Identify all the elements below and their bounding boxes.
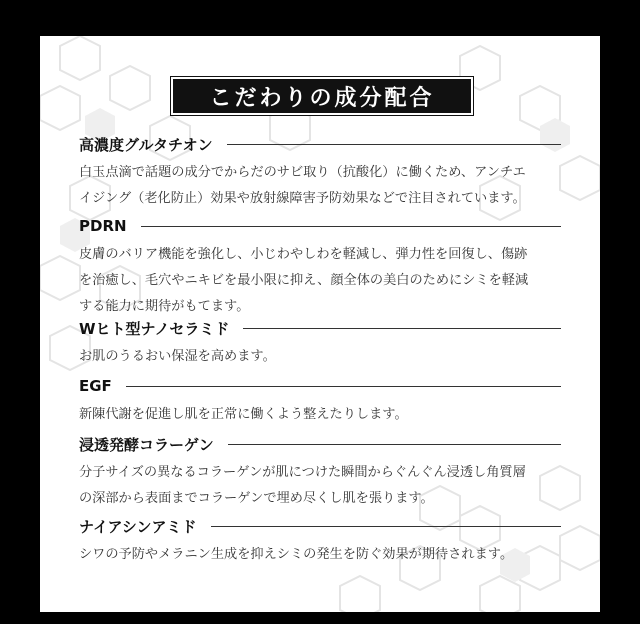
body-line: を治癒し、毛穴やニキビを最小限に抑え、顔全体の美白のためにシミを軽減 bbox=[79, 273, 529, 288]
section-heading: PDRN bbox=[79, 217, 127, 235]
content-panel bbox=[40, 36, 600, 612]
section-ceramide bbox=[79, 318, 561, 370]
title-banner bbox=[171, 77, 473, 115]
section-body bbox=[79, 242, 561, 320]
section-body bbox=[79, 460, 561, 512]
section-glutathione bbox=[79, 134, 561, 212]
section-heading: Wヒト型ナノセラミド bbox=[79, 319, 230, 338]
body-line: 皮膚のバリア機能を強化し、小じわやしわを軽減し、弾力性を回復し、傷跡 bbox=[79, 247, 528, 262]
body-line: イジング（老化防止）効果や放射線障害予防効果などで注目されています。 bbox=[79, 191, 526, 206]
section-body bbox=[79, 542, 561, 568]
heading-rule bbox=[141, 226, 561, 227]
section-heading: ナイアシンアミド bbox=[79, 517, 197, 536]
heading-rule bbox=[211, 526, 561, 527]
heading-rule bbox=[126, 386, 561, 387]
section-egf bbox=[79, 376, 561, 428]
heading-rule bbox=[228, 444, 561, 445]
page-title: こだわりの成分配合 bbox=[209, 84, 435, 111]
body-line: する能力に期待がもてます。 bbox=[79, 299, 250, 314]
heading-rule bbox=[243, 328, 561, 329]
body-line: 新陳代謝を促進し肌を正常に働くよう整えたりします。 bbox=[79, 407, 408, 422]
heading-rule bbox=[227, 144, 561, 145]
section-body bbox=[79, 344, 561, 370]
body-line: シワの予防やメラニン生成を抑えシミの発生を防ぐ効果が期待されます。 bbox=[79, 547, 514, 562]
section-body bbox=[79, 402, 561, 428]
section-niacinamide bbox=[79, 516, 561, 568]
section-body bbox=[79, 160, 561, 212]
section-heading: EGF bbox=[79, 377, 112, 395]
body-line: の深部から表面までコラーゲンで埋め尽くし肌を張ります。 bbox=[79, 491, 434, 506]
body-line: お肌のうるおい保湿を高めます。 bbox=[79, 349, 276, 364]
body-line: 分子サイズの異なるコラーゲンが肌につけた瞬間からぐんぐん浸透し角質層 bbox=[79, 465, 526, 480]
section-pdrn bbox=[79, 216, 561, 320]
section-heading: 高濃度グルタチオン bbox=[79, 135, 213, 154]
section-collagen bbox=[79, 434, 561, 512]
body-line: 白玉点滴で話題の成分でからだのサビ取り（抗酸化）に働くため、アンチエ bbox=[79, 165, 526, 180]
section-heading: 浸透発酵コラーゲン bbox=[79, 435, 214, 454]
